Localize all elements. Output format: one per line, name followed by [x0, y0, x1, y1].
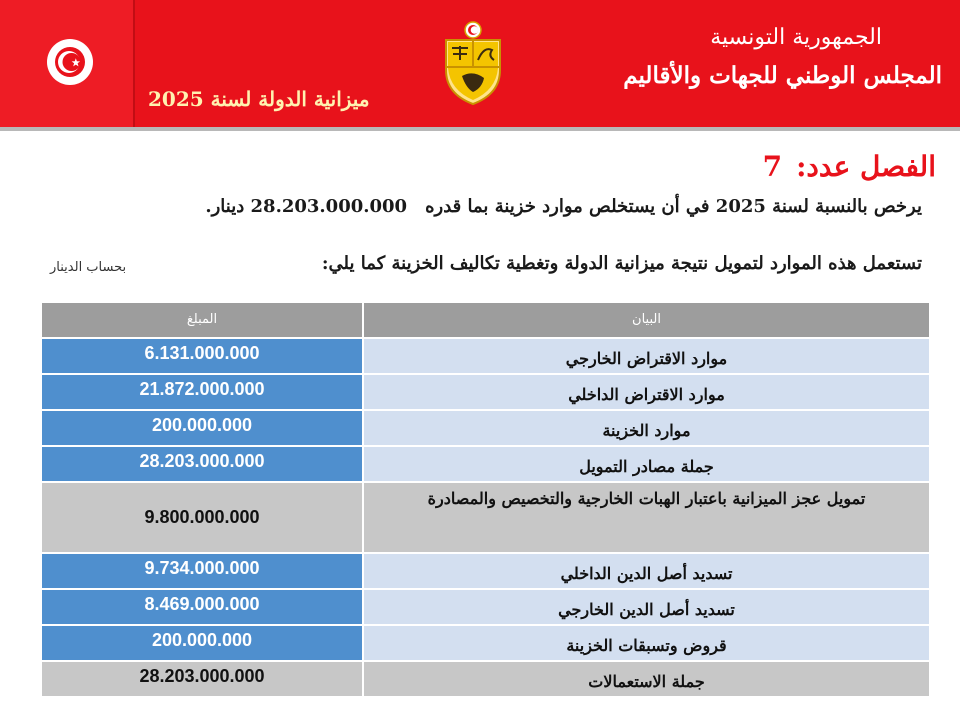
- budget-title: ميزانية الدولة لسنة 2025: [148, 87, 370, 111]
- usage-paragraph: تستعمل هذه الموارد لتمويل نتيجة ميزانية الدولة وتغطية تكاليف الخزينة كما يلي:: [321, 253, 922, 274]
- row-amount: 200.000.000: [41, 625, 363, 661]
- row-label: تسديد أصل الدين الخارجي: [363, 589, 930, 625]
- chapter-number: 7: [762, 150, 783, 183]
- row-amount: 28.203.000.000: [41, 446, 363, 482]
- row-amount: 200.000.000: [41, 410, 363, 446]
- row-label: تمويل عجز الميزانية باعتبار الهبات الخارجية والتخصيص والمصادرة: [363, 482, 930, 553]
- amount-column-header: المبلغ: [41, 302, 363, 338]
- flag-panel: [0, 0, 135, 127]
- chapter-heading: [763, 150, 936, 183]
- authorization-text: يرخص بالنسبة لسنة 2025 في أن يستخلص موارد خزينة بما قدره: [425, 196, 922, 217]
- row-amount: 21.872.000.000: [41, 374, 363, 410]
- table-row: [41, 661, 930, 697]
- table-row: [41, 625, 930, 661]
- row-amount: 9.800.000.000: [41, 482, 363, 553]
- row-label: قروض وتسبقات الخزينة: [363, 625, 930, 661]
- description-column-header: البيان: [363, 302, 930, 338]
- row-amount: 28.203.000.000: [41, 661, 363, 697]
- chapter-label: الفصل عدد:: [796, 150, 936, 183]
- row-label: موارد الاقتراض الخارجي: [363, 338, 930, 374]
- row-label: تسديد أصل الدين الداخلي: [363, 553, 930, 589]
- republic-title: الجمهورية التونسية: [710, 25, 882, 50]
- resources-table: [40, 301, 931, 698]
- row-label: جملة الاستعمالات: [363, 661, 930, 697]
- table-header-row: [41, 302, 930, 338]
- row-amount: 9.734.000.000: [41, 553, 363, 589]
- table-row: [41, 589, 930, 625]
- table-row: [41, 338, 930, 374]
- tunisia-coat-of-arms-icon: [438, 20, 508, 106]
- tunisia-flag-icon: [47, 39, 93, 85]
- table-row: [41, 482, 930, 553]
- row-amount: 6.131.000.000: [41, 338, 363, 374]
- row-amount: 8.469.000.000: [41, 589, 363, 625]
- header-banner: [0, 0, 960, 131]
- row-label: جملة مصادر التمويل: [363, 446, 930, 482]
- authorization-amount: 28.203.000.000 دينار.: [205, 196, 408, 217]
- council-title: المجلس الوطني للجهات والأقاليم: [623, 62, 942, 89]
- table-row: [41, 374, 930, 410]
- table-row: [41, 410, 930, 446]
- row-label: موارد الخزينة: [363, 410, 930, 446]
- authorization-paragraph: [205, 196, 922, 217]
- table-row: [41, 446, 930, 482]
- table-row: [41, 553, 930, 589]
- row-label: موارد الاقتراض الداخلي: [363, 374, 930, 410]
- unit-note: بحساب الدينار: [50, 260, 127, 275]
